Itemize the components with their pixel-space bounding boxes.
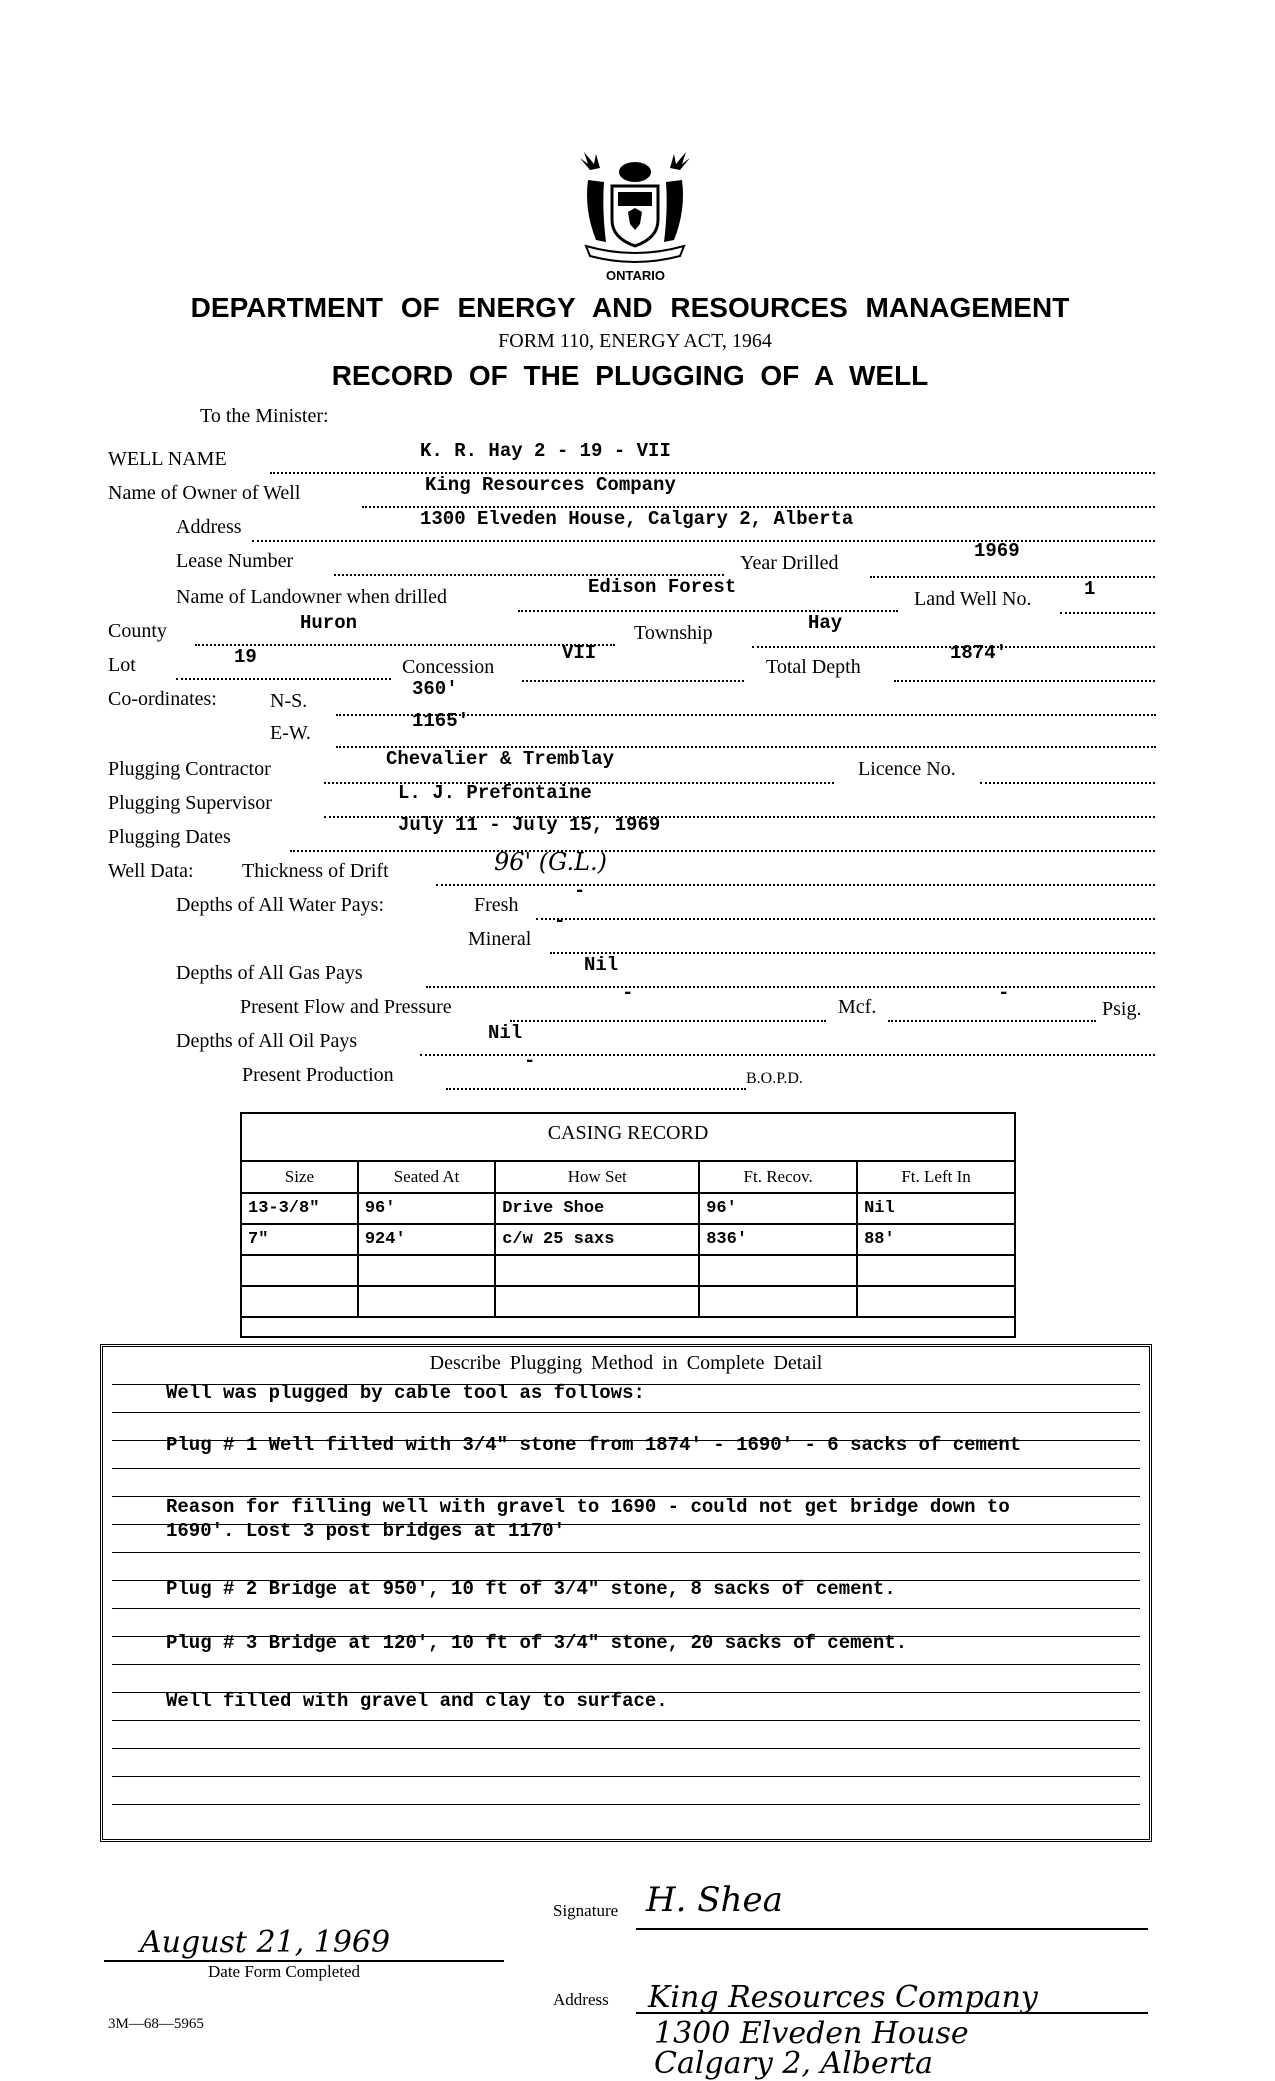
flow-label: Present Flow and Pressure <box>240 996 452 1018</box>
county-line <box>195 644 615 646</box>
oil-pays-label: Depths of All Oil Pays <box>176 1030 358 1052</box>
form-code: 3M—68—5965 <box>108 2016 204 2032</box>
province-label: ONTARIO <box>606 268 665 283</box>
plugging-line: Plug # 2 Bridge at 950', 10 ft of 3/4" stone, 8 sacks of cement. <box>166 1578 896 1600</box>
casing-cell: 96' <box>358 1193 495 1224</box>
ruled-line <box>112 1608 1140 1609</box>
county-label: County <box>108 620 167 642</box>
footer-address-line-1: King Resources Company <box>648 1980 1038 2015</box>
township-value: Hay <box>808 612 843 634</box>
well-name-line <box>270 472 1155 474</box>
casing-cell: 96' <box>699 1193 857 1224</box>
casing-cell: c/w 25 saxs <box>495 1224 699 1255</box>
well-data-label: Well Data: <box>108 860 194 882</box>
casing-cell: 924' <box>358 1224 495 1255</box>
casing-cell <box>495 1255 699 1286</box>
land-well-line <box>1060 612 1155 614</box>
owner-value: King Resources Company <box>425 474 676 496</box>
gas-pays-line <box>426 986 1155 988</box>
water-pays-label: Depths of All Water Pays: <box>176 894 384 916</box>
dates-label: Plugging Dates <box>108 826 231 848</box>
plugging-line: Well filled with gravel and clay to surface. <box>166 1690 668 1712</box>
casing-cell <box>358 1255 495 1286</box>
total-depth-value: 1874' <box>950 642 1008 664</box>
ew-label: E-W. <box>270 722 311 744</box>
landowner-value: Edison Forest <box>588 576 737 598</box>
footer-address-underline <box>636 2012 1148 2014</box>
mineral-label: Mineral <box>468 928 532 950</box>
coat-of-arms <box>570 150 700 265</box>
supervisor-value: L. J. Prefontaine <box>398 782 592 804</box>
ns-value: 360' <box>412 678 458 700</box>
production-label: Present Production <box>242 1064 394 1086</box>
flow-value: - <box>622 982 634 1004</box>
casing-cell <box>699 1286 857 1317</box>
department-title: DEPARTMENT OF ENERGY AND RESOURCES MANAGEMENT <box>190 292 1070 323</box>
casing-cell <box>857 1255 1015 1286</box>
year-line <box>870 576 1155 578</box>
casing-header-recov: Ft. Recov. <box>699 1161 857 1193</box>
gas-pays-label: Depths of All Gas Pays <box>176 962 363 984</box>
casing-cell <box>241 1286 358 1317</box>
owner-label: Name of Owner of Well <box>108 482 301 504</box>
ruled-line <box>112 1748 1140 1749</box>
footer-address-line-2: 1300 Elveden House <box>654 2016 969 2051</box>
casing-cell: 13-3/8" <box>241 1193 358 1224</box>
fresh-line <box>536 918 1155 920</box>
well-name-label: WELL NAME <box>108 448 227 470</box>
land-well-label: Land Well No. <box>914 588 1032 610</box>
ruled-line <box>112 1804 1140 1805</box>
psig-value: - <box>998 982 1010 1004</box>
address-label: Address <box>176 516 242 538</box>
drift-value: 96' (G.L.) <box>494 848 608 876</box>
dates-value: July 11 - July 15, 1969 <box>398 814 661 836</box>
casing-cell: 836' <box>699 1224 857 1255</box>
casing-header-size: Size <box>241 1161 358 1193</box>
plugging-title: Describe Plugging Method in Complete Detail <box>429 1352 823 1374</box>
dates-line <box>290 850 1155 852</box>
land-well-value: 1 <box>1084 578 1096 600</box>
mineral-value: - <box>554 910 566 932</box>
licence-line <box>980 782 1155 784</box>
ns-label: N-S. <box>270 690 308 712</box>
landowner-label: Name of Landowner when drilled <box>176 586 448 608</box>
mineral-line <box>550 952 1155 954</box>
casing-cell: 88' <box>857 1224 1015 1255</box>
table-row <box>241 1224 1015 1255</box>
plugging-line: Well was plugged by cable tool as follows: <box>166 1382 645 1404</box>
year-value: 1969 <box>974 540 1020 562</box>
table-row <box>241 1193 1015 1224</box>
flow-line <box>510 1020 826 1022</box>
fresh-label: Fresh <box>474 894 519 916</box>
supervisor-label: Plugging Supervisor <box>108 792 272 814</box>
concession-line <box>522 680 744 682</box>
ew-value: 1165' <box>412 710 470 732</box>
production-value: - <box>524 1050 536 1072</box>
casing-header-seated: Seated At <box>358 1161 495 1193</box>
production-line <box>446 1088 746 1090</box>
concession-value: VII <box>562 642 597 664</box>
casing-table <box>240 1160 1016 1318</box>
lot-value: 19 <box>234 646 257 668</box>
lot-line <box>176 678 391 680</box>
plugging-line: Reason for filling well with gravel to 1690 - could not get bridge down to <box>166 1496 1010 1518</box>
casing-cell: Drive Shoe <box>495 1193 699 1224</box>
concession-label: Concession <box>402 656 495 678</box>
casing-cell <box>495 1286 699 1317</box>
gas-pays-value: Nil <box>584 954 619 976</box>
plugging-line: Plug # 3 Bridge at 120', 10 ft of 3/4" stone, 20 sacks of cement. <box>166 1632 908 1654</box>
contractor-label: Plugging Contractor <box>108 758 271 780</box>
coordinates-label: Co-ordinates: <box>108 688 217 710</box>
licence-label: Licence No. <box>858 758 956 780</box>
ruled-line <box>112 1776 1140 1777</box>
date-completed-value: August 21, 1969 <box>140 1925 391 1960</box>
casing-title: CASING RECORD <box>547 1122 709 1144</box>
lease-label: Lease Number <box>176 550 294 572</box>
signature-label: Signature <box>553 1901 619 1920</box>
township-label: Township <box>634 622 713 644</box>
total-depth-line <box>894 680 1155 682</box>
casing-header-left: Ft. Left In <box>857 1161 1015 1193</box>
fresh-value: - <box>574 880 586 902</box>
to-minister: To the Minister: <box>200 405 329 427</box>
drift-line <box>436 884 1155 886</box>
psig-line <box>888 1020 1096 1022</box>
plugging-line: 1690'. Lost 3 post bridges at 1170' <box>166 1520 566 1542</box>
mcf-label: Mcf. <box>838 996 877 1018</box>
ruled-line <box>112 1720 1140 1721</box>
oil-pays-value: Nil <box>488 1022 523 1044</box>
table-row <box>241 1286 1015 1317</box>
signature-line <box>636 1928 1148 1930</box>
table-row <box>241 1255 1015 1286</box>
contractor-value: Chevalier & Tremblay <box>386 748 615 770</box>
casing-header-howset: How Set <box>495 1161 699 1193</box>
ruled-line <box>112 1468 1140 1469</box>
county-value: Huron <box>300 612 358 634</box>
ruled-line <box>112 1664 1140 1665</box>
drift-label: Thickness of Drift <box>242 860 389 882</box>
plugging-line: Plug # 1 Well filled with 3/4" stone from 1874' - 1690' - 6 sacks of cement <box>166 1434 1022 1456</box>
total-depth-label: Total Depth <box>766 656 861 678</box>
casing-cell <box>699 1255 857 1286</box>
ruled-line <box>112 1412 1140 1413</box>
footer-address-label: Address <box>553 1990 609 2009</box>
year-label: Year Drilled <box>740 552 839 574</box>
ruled-line <box>112 1552 1140 1553</box>
casing-header-row <box>241 1161 1015 1193</box>
footer-address-line-3: Calgary 2, Alberta <box>654 2046 934 2081</box>
date-completed-label: Date Form Completed <box>208 1962 361 1981</box>
form-reference: FORM 110, ENERGY ACT, 1964 <box>498 330 772 352</box>
psig-label: Psig. <box>1102 998 1142 1020</box>
lot-label: Lot <box>108 654 136 676</box>
bopd-label: B.O.P.D. <box>746 1070 803 1087</box>
form-title: RECORD OF THE PLUGGING OF A WELL <box>331 360 929 391</box>
casing-cell <box>857 1286 1015 1317</box>
signature-value: H. Shea <box>646 1880 783 1920</box>
well-name-value: K. R. Hay 2 - 19 - VII <box>420 440 671 462</box>
casing-cell <box>358 1286 495 1317</box>
address-value: 1300 Elveden House, Calgary 2, Alberta <box>420 508 854 530</box>
casing-cell <box>241 1255 358 1286</box>
casing-cell: Nil <box>857 1193 1015 1224</box>
casing-cell: 7" <box>241 1224 358 1255</box>
